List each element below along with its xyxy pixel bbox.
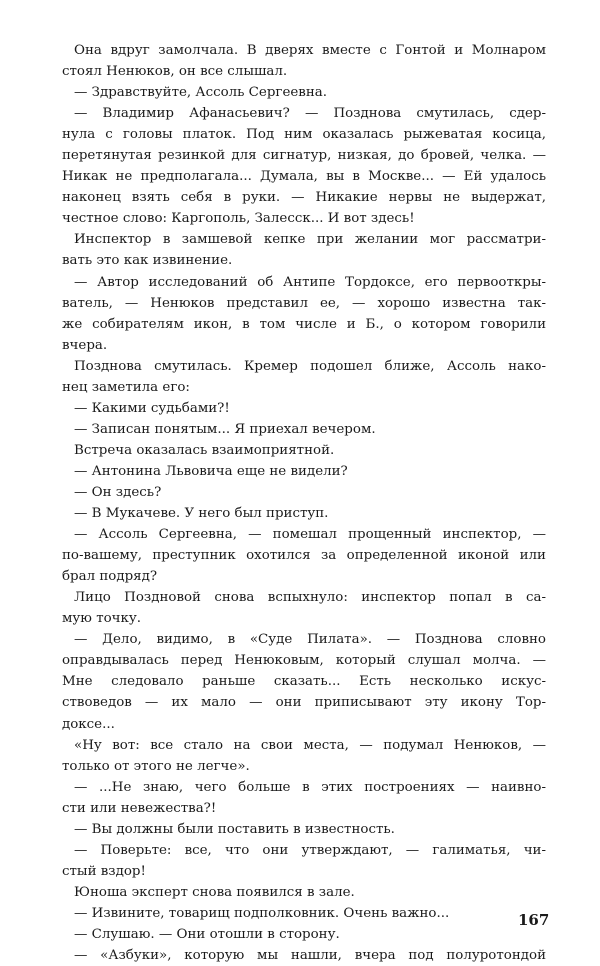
text-line: — Антонина Львовича еще не видели? [74, 463, 348, 479]
text-line: по-вашему, преступник охотился за определенной иконой или [62, 548, 546, 564]
text-line: — Автор исследований об Антипе Тордоксе, его первооткры- [74, 274, 546, 290]
text-line: Мне следовало раньше сказать... Есть несколько искус- [62, 674, 546, 690]
text-line: Никак не предполагала... Думала, вы в Москве... — Ей удалось [62, 169, 546, 185]
text-line: — Дело, видимо, в «Суде Пилата». — Позднова словно [74, 632, 546, 648]
text-line: брал подряд? [62, 569, 158, 585]
text-line: нула с головы платок. Под ним оказалась рыжеватая косица, [62, 127, 546, 143]
text-line: только от этого не легче». [62, 758, 250, 774]
body-text [62, 40, 546, 966]
text-line: доксе... [62, 716, 115, 732]
text-line: вать это как извинение. [62, 253, 233, 269]
text-line: стоял Ненюков, он все слышал. [62, 64, 288, 80]
text-line: ствоведов — их мало — они приписывают эту икону Тор- [62, 695, 546, 711]
text-line: — Слушаю. — Они отошли в сторону. [74, 926, 340, 942]
page-number: 167 [518, 911, 550, 929]
text-line: — Он здесь? [74, 484, 162, 500]
text-line: наконец взять себя в руки. — Никакие нервы не выдержат, [62, 190, 546, 206]
text-line: Встреча оказалась взаимоприятной. [74, 442, 335, 458]
text-line: — В Мукачеве. У него был приступ. [74, 506, 329, 522]
text-line: — Вы должны были поставить в известность. [74, 821, 395, 837]
text-line: — «Азбуки», которую мы нашли, вчера под полуротондой [74, 948, 546, 964]
text-line: вчера. [62, 337, 108, 353]
text-line: — Владимир Афанасьевич? — Позднова смутилась, сдер- [74, 106, 546, 122]
text-line: сти или невежества?! [62, 800, 217, 816]
text-line: честное слово: Каргополь, Залесск... И вот здесь! [62, 211, 415, 227]
text-line: Юноша эксперт снова появился в зале. [74, 884, 355, 900]
text-line: ватель, — Ненюков представил ее, — хорошо известна так- [62, 295, 546, 311]
text-line: же собирателям икон, в том числе и Б., о котором говорили [62, 316, 546, 332]
text-line: Она вдруг замолчала. В дверях вместе с Гонтой и Молнаром [74, 43, 546, 58]
text-line: — Ассоль Сергеевна, — помешал прощенный инспектор, — [74, 527, 546, 543]
text-line: нец заметила его: [62, 379, 190, 395]
text-line: — Поверьте: все, что они утверждают, — галиматья, чи- [74, 842, 546, 858]
text-line: перетянутая резинкой для сигнатур, низкая, до бровей, челка. — [62, 148, 546, 164]
text-line: оправдывалась перед Ненюковым, который слушал молча. — [62, 653, 546, 669]
text-line: мую точку. [62, 611, 142, 627]
text-line: Позднова смутилась. Кремер подошел ближе, Ассоль нако- [74, 358, 546, 374]
text-line: — Какими судьбами?! [74, 400, 230, 416]
text-line: Инспектор в замшевой кепке при желании мог рассматри- [74, 232, 546, 248]
text-line: Лицо Поздновой снова вспыхнуло: инспектор попал в са- [74, 590, 546, 606]
text-line: «Ну вот: все стало на свои места, — подумал Ненюков, — [74, 737, 546, 753]
text-line: — Здравствуйте, Ассоль Сергеевна. [74, 85, 327, 101]
text-line: — ...Не знаю, чего больше в этих построениях — наивно- [74, 779, 546, 795]
text-line: стый вздор! [62, 863, 146, 879]
text-line: — Записан понятым... Я приехал вечером. [74, 421, 376, 437]
text-line: — Извините, товарищ подполковник. Очень важно... [74, 905, 450, 921]
